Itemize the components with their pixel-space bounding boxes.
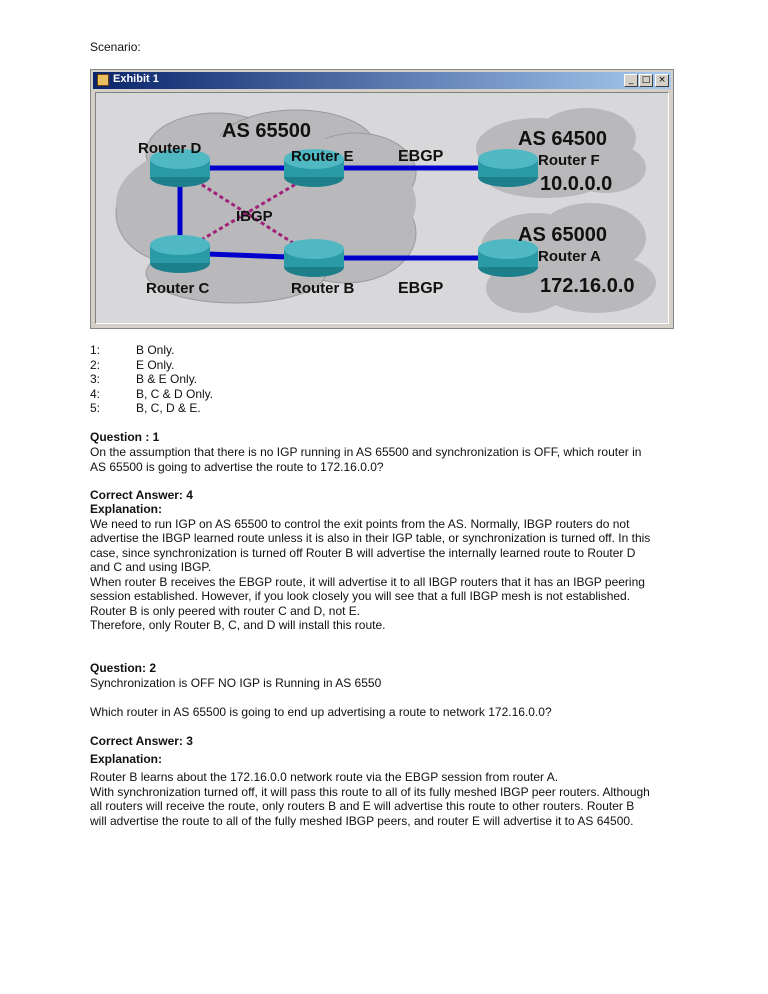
question-1-answer: Correct Answer: 4 (90, 488, 193, 502)
exhibit-window (90, 69, 674, 329)
question-2-explanation-label: Explanation: (90, 752, 163, 766)
question-2-text: Which router in AS 65500 is going to end up advertising a route to network 172.16.0.0? (90, 705, 552, 719)
explanation-line: Router B learns about the 172.16.0.0 network route via the EBGP session from router A. (90, 770, 559, 784)
option-number: 1: (90, 343, 101, 357)
explanation-line: When router B receives the EBGP route, it will advertise it to all IBGP routers that it has an IBGP peering (90, 575, 645, 589)
question-1-text: On the assumption that there is no IGP running in AS 65500 and synchronization is OFF, which router in (90, 445, 642, 459)
question-1-text: AS 65500 is going to advertise the route to 172.16.0.0? (90, 460, 384, 474)
explanation-line: We need to run IGP on AS 65500 to control the exit points from the AS. Normally, IBGP routers do not (90, 517, 630, 531)
explanation-line: will advertise the route to all of the fully meshed IBGP peers, and router E will advertise it to AS 64500. (90, 814, 634, 828)
router-b-icon (284, 239, 344, 277)
explanation-line: all routers will receive the route, only routers B and E will advertise this route to other routers. Router B (90, 799, 635, 813)
as-65500-label: AS 65500 (222, 120, 311, 142)
option-text: B, C & D Only. (136, 387, 214, 401)
explanation-line: session established. However, if you look closely you will see that a full IBGP mesh is not established. (90, 589, 631, 603)
router-c-label: Router C (146, 280, 210, 297)
option-text: E Only. (136, 358, 175, 372)
network-diagram (95, 92, 669, 324)
question-1-explanation-label: Explanation: (90, 502, 163, 516)
scenario-label: Scenario: (90, 40, 141, 54)
router-b-label: Router B (291, 280, 355, 297)
window-titlebar (93, 72, 671, 89)
question-1-heading: Question : 1 (90, 430, 160, 444)
as-65000-label: AS 65000 (518, 224, 607, 246)
router-a-label: Router A (538, 248, 601, 265)
explanation-line: With synchronization turned off, it will pass this route to all of its fully meshed IBGP peer routers. Although (90, 785, 650, 799)
router-d-label: Router D (138, 140, 202, 157)
explanation-line: Router B is only peered with router C and D, not E. (90, 604, 361, 618)
router-f-icon (478, 149, 538, 187)
explanation-line: Therefore, only Router B, C, and D will install this route. (90, 618, 386, 632)
minimize-button[interactable]: _ (624, 74, 638, 87)
close-button[interactable]: × (655, 74, 669, 87)
question-2-text: Synchronization is OFF NO IGP is Running in AS 6550 (90, 676, 382, 690)
question-2-answer: Correct Answer: 3 (90, 734, 193, 748)
explanation-line: advertise the IBGP learned route unless it is also in their IGP table, or synchronization is turned off. In this (90, 531, 651, 545)
router-f-label: Router F (538, 152, 600, 169)
network-f-label: 10.0.0.0 (540, 173, 613, 195)
ibgp-label: IBGP (236, 208, 273, 225)
app-icon (97, 74, 109, 86)
explanation-line: case, since synchronization is turned off Router B will advertise the internally learned route to Router D (90, 546, 636, 560)
option-number: 4: (90, 387, 101, 401)
option-text: B, C, D & E. (136, 401, 201, 415)
router-c-icon (150, 235, 210, 273)
network-a-label: 172.16.0.0 (540, 275, 635, 297)
ebgp-top-label: EBGP (398, 148, 444, 165)
diagram-svg (96, 93, 668, 323)
as-64500-label: AS 64500 (518, 128, 607, 150)
option-number: 3: (90, 372, 101, 386)
ebgp-bottom-label: EBGP (398, 280, 444, 297)
option-number: 2: (90, 358, 101, 372)
explanation-line: and C and using IBGP. (90, 560, 212, 574)
maximize-button[interactable]: □ (639, 74, 653, 87)
router-e-label: Router E (291, 148, 354, 165)
option-number: 5: (90, 401, 101, 415)
option-text: B Only. (136, 343, 175, 357)
window-title: Exhibit 1 (113, 73, 159, 85)
question-2-heading: Question: 2 (90, 661, 157, 675)
option-text: B & E Only. (136, 372, 198, 386)
